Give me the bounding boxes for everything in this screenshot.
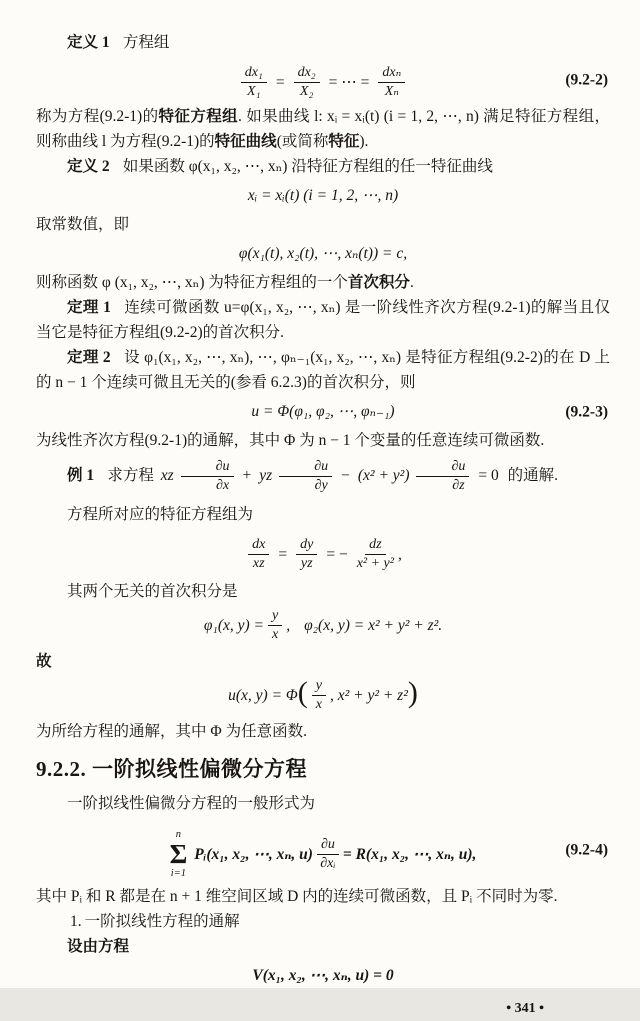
term-x2-plus-y2: (x² + y²) <box>357 467 410 485</box>
subsection-number: 1. <box>70 913 82 931</box>
term-xz: xz <box>160 467 174 485</box>
theorem-1-paragraph <box>36 295 610 345</box>
numerator: dy <box>296 537 317 555</box>
term-yz: yz <box>259 467 273 485</box>
subsection-title: 一阶拟线性方程的通解 <box>84 913 240 931</box>
denominator: ∂xᵢ <box>320 856 336 871</box>
equals-sign: = <box>278 546 288 564</box>
equation-body: φ(x₁(t), x₂(t), ⋯, xₙ(t)) = c, <box>238 245 408 263</box>
denominator: X₁ <box>247 84 261 100</box>
fraction-du-dx <box>181 459 234 494</box>
subsection-1-paragraph <box>36 909 610 934</box>
therefore-paragraph <box>36 649 610 674</box>
theorem-1-label: 定理 1 <box>67 299 111 317</box>
theorem-2-text: 设 φ₁(x₁, x₂, ⋯, xₙ), ⋯, φₙ₋₁(x₁, x₂, ⋯, xₙ) 是特征方程组(9.2-2)的在 D 上的 n − 1 个连续可微且无关的(参看 6.2.3)的首次积分，则 <box>36 349 610 392</box>
definition-2-text: 如果函数 φ(x₁, x₂, ⋯, xₙ) 沿特征方程组的任一特征曲线 <box>122 158 493 176</box>
equation-body <box>228 678 418 713</box>
fraction-dz-x2y2 <box>357 537 394 572</box>
equation-V-body: V(x₁, x₂, ⋯, xₙ, u) = 0 <box>252 967 394 985</box>
sigma-icon: Σ <box>169 839 188 869</box>
numerator: ∂u <box>279 459 332 477</box>
numerator: ∂u <box>416 459 469 477</box>
text-run: ). <box>359 133 369 151</box>
fraction-du-dxi <box>317 837 339 872</box>
text-run: 故 <box>36 652 52 670</box>
theorem-2-paragraph <box>36 345 610 395</box>
characteristic-equations-intro-paragraph <box>36 502 610 527</box>
text-run: 取常数值，即 <box>36 216 130 234</box>
numerator: dx₂ <box>294 65 320 83</box>
text-run: 的通解. <box>507 467 559 485</box>
denominator: x <box>315 696 322 712</box>
equation-9-2-2-body <box>237 65 410 100</box>
P-terms: Pᵢ(x₁, x₂, ⋯, xₙ, u) <box>194 846 313 863</box>
text-run: 为所给方程的通解，其中 Φ 为任意函数. <box>36 722 307 740</box>
plus-sign: + <box>242 467 252 485</box>
section-heading-9-2-2: 9.2.2. 一阶拟线性偏微分方程 <box>36 756 307 781</box>
equation-body <box>170 829 477 880</box>
equation-characteristic-system <box>36 531 610 572</box>
fraction-du-dy <box>279 459 332 494</box>
equation-tag-9-2-3: (9.2-3) <box>565 403 608 421</box>
equation-phi-integrals <box>36 608 610 643</box>
equals-dots-equals: = ⋯ = <box>328 74 370 92</box>
text-run: 设由方程 <box>67 938 130 956</box>
quasilinear-intro-paragraph <box>36 791 610 816</box>
numerator: dx₁ <box>241 65 267 83</box>
left-parenthesis: ( <box>297 676 308 710</box>
constant-value-paragraph <box>36 212 610 237</box>
numerator: y <box>312 678 326 696</box>
denominator: ∂z <box>452 478 465 494</box>
summation-symbol <box>170 829 188 880</box>
summation-lower-limit: i=1 <box>170 868 187 879</box>
text-run: 称为方程(9.2-1)的 <box>36 108 159 126</box>
text-run: 求方程 <box>107 467 154 485</box>
equation-xi <box>36 183 610 208</box>
denominator: Xₙ <box>384 84 399 100</box>
equation-V <box>36 963 610 988</box>
equals-zero: = 0 <box>478 467 499 485</box>
bold-term-characteristic: 特征 <box>328 133 360 151</box>
two-first-integrals-paragraph <box>36 579 610 604</box>
definition-1-label: 定义 1 <box>67 34 110 51</box>
denominator: x <box>272 626 279 642</box>
denominator: yz <box>300 556 313 572</box>
definition-2-label: 定义 2 <box>67 158 110 176</box>
numerator: dx <box>248 537 269 555</box>
definition-2-paragraph <box>36 154 610 179</box>
definition-1-paragraph <box>36 30 610 55</box>
minus-sign: − <box>341 467 350 485</box>
denominator: ∂x <box>216 478 230 494</box>
equals-sign: = <box>275 74 285 92</box>
equation-9-2-4 <box>36 820 610 880</box>
phi2-expression: φ₂(x, y) = x² + y² + z². <box>304 616 443 634</box>
numerator: ∂u <box>181 459 234 477</box>
equation-9-2-3 <box>36 399 610 424</box>
example-1-paragraph <box>36 459 610 494</box>
right-parenthesis: ) <box>407 676 418 710</box>
phi1-lhs: φ₁(x, y) = <box>203 616 264 634</box>
equals-minus: = − <box>326 546 348 564</box>
equation-body <box>204 608 442 643</box>
bold-term-characteristic-curve: 特征曲线 <box>214 133 277 151</box>
numerator: dz <box>365 537 385 555</box>
let-equation-paragraph <box>36 934 610 959</box>
fraction-du-dz <box>416 459 469 494</box>
numerator: y <box>268 608 282 626</box>
equation-9-2-2 <box>36 59 610 100</box>
fraction-y-x <box>268 608 282 643</box>
first-integral-paragraph <box>36 270 610 295</box>
trailing-comma: , <box>397 546 402 564</box>
characteristic-system-paragraph <box>36 104 610 154</box>
example-1-label: 例 1 <box>67 467 95 485</box>
fraction-dx1-X1 <box>241 65 267 100</box>
text-run: 方程所对应的特征方程组为 <box>67 506 254 524</box>
text-run: (或简称 <box>276 133 329 151</box>
equation-general-solution-u <box>36 678 610 713</box>
comma-separator: , <box>286 616 291 634</box>
R-terms: = R(x₁, x₂, ⋯, xₙ, u), <box>342 846 477 863</box>
text-run: . 如果曲线 l: xᵢ = xᵢ(t) (i = 1, 2, ⋯, n) 满足特征方程组，则称曲线 l 为方程(9.2-1)的 <box>36 108 610 151</box>
fraction-dxn-Xn <box>378 65 405 100</box>
text-run: 其中 Pᵢ 和 R 都是在 n + 1 维空间区域 D 内的连续可微函数，且 Pᵢ 不同时为零. <box>36 888 558 906</box>
general-solution-paragraph <box>36 428 610 453</box>
numerator: ∂u <box>317 837 339 855</box>
text-run: 其两个无关的首次积分是 <box>67 582 238 600</box>
text-run: . <box>409 274 414 292</box>
P-R-conditions-paragraph <box>36 884 610 909</box>
denominator: ∂y <box>314 478 328 494</box>
fraction-y-x <box>312 678 326 713</box>
theorem-2-label: 定理 2 <box>67 349 111 367</box>
fraction-dx-xz <box>248 537 269 572</box>
denominator: x² + y² <box>356 556 394 572</box>
text-run: 则称函数 φ (x₁, x₂, ⋯, xₙ) 为特征方程组的一个 <box>36 274 348 292</box>
page-number: • 341 • <box>506 1001 544 1017</box>
fraction-dx2-X2 <box>294 65 320 100</box>
equation-9-2-3-body: u = Φ(φ₁, φ₂, ⋯, φₙ₋₁) <box>251 403 395 421</box>
bold-term-first-integral: 首次积分 <box>347 274 410 292</box>
summation-upper-limit: n <box>175 828 182 840</box>
text-run: 一阶拟线性偏微分方程的一般形式为 <box>67 794 316 812</box>
equation-first-integral-constant <box>36 241 610 266</box>
definition-1-text: 方程组 <box>122 34 170 51</box>
theorem-1-text: 连续可微函数 u=φ(x₁, x₂, ⋯, xₙ) 是一阶线性齐次方程(9.2-1)的解当且仅当它是特征方程组(9.2-2)的首次积分. <box>36 299 610 342</box>
equation-tag-9-2-4: (9.2-4) <box>565 841 608 859</box>
u-lhs: u(x, y) = Φ <box>228 686 298 704</box>
denominator: xz <box>252 556 265 572</box>
equation-body <box>244 537 402 572</box>
fraction-dy-yz <box>296 537 317 572</box>
equation-tag-9-2-2: (9.2-2) <box>565 71 608 89</box>
arguments-rest: , x² + y² + z² <box>329 686 408 704</box>
numerator: dxₙ <box>378 65 405 83</box>
bold-term-characteristic-system: 特征方程组 <box>158 108 239 126</box>
text-run: 为线性齐次方程(9.2-1)的通解，其中 Φ 为 n − 1 个变量的任意连续可微函数. <box>36 432 545 450</box>
solution-conclusion-paragraph <box>36 719 610 744</box>
denominator: X₂ <box>299 84 314 100</box>
equation-xi-body: xᵢ = xᵢ(t) (i = 1, 2, ⋯, n) <box>247 187 399 205</box>
